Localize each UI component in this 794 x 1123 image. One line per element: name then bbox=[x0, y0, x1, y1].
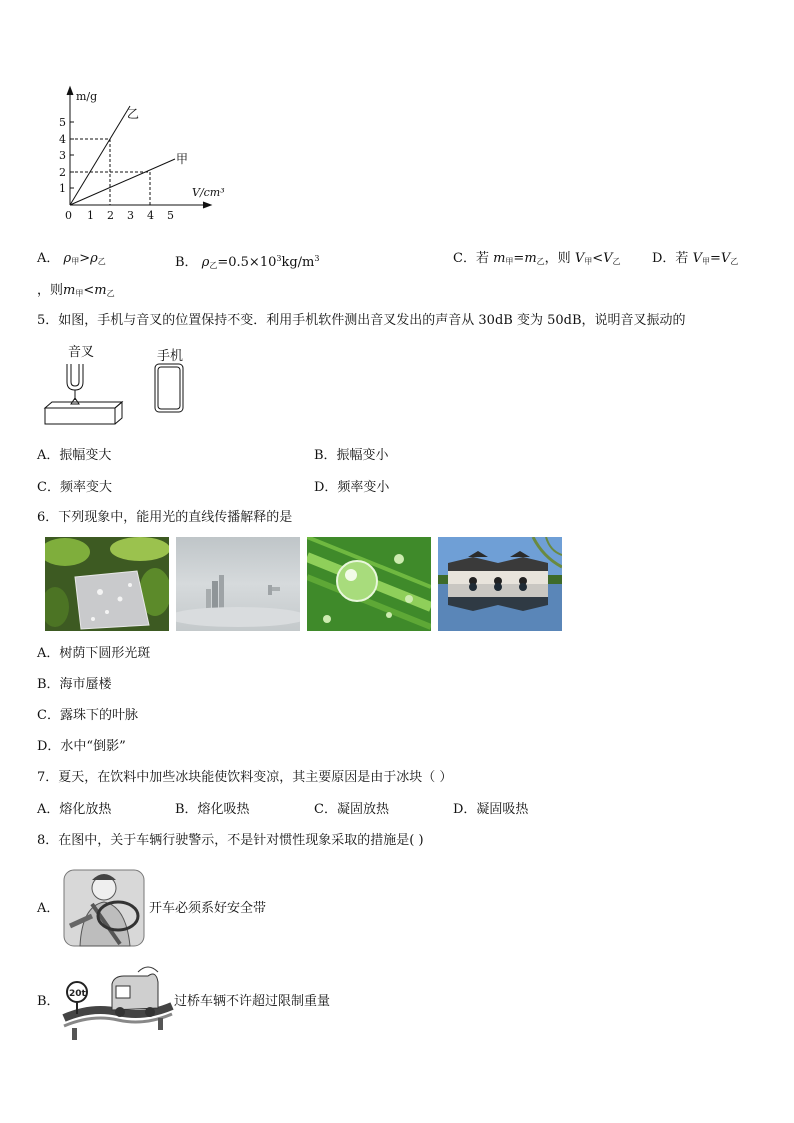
photo-water-reflection bbox=[438, 537, 562, 631]
q4-option-b: B． $\rho_乙=0.5\times 10^3kg/m^3$ bbox=[175, 254, 320, 270]
y-tick: 4 bbox=[59, 133, 66, 146]
q7-option-c: C．凝固放热 bbox=[314, 802, 389, 817]
y-tick: 5 bbox=[59, 116, 66, 129]
q6-option-b: B．海市蜃楼 bbox=[37, 677, 112, 692]
q4-option-d-continued: ，则$m_甲<m_乙$ bbox=[37, 283, 115, 298]
q8-stem: 8．在图中，关于车辆行驶警示，不是针对惯性现象采取的措施是( ) bbox=[37, 833, 424, 848]
x-tick: 4 bbox=[147, 209, 154, 222]
q6-option-d: D．水中“倒影” bbox=[37, 739, 126, 754]
q7-option-a: A．熔化放热 bbox=[37, 802, 112, 817]
x-tick: 2 bbox=[107, 209, 114, 222]
q5-option-d: D．频率变小 bbox=[314, 480, 390, 495]
q8-option-b-label: B． bbox=[37, 994, 60, 1009]
photo-tree-shade-light-spots bbox=[45, 537, 169, 631]
x-tick: 5 bbox=[167, 209, 174, 222]
q4-option-c: C．若 $m_甲=m_乙$，则 $V_甲<V_乙$ bbox=[453, 251, 621, 266]
weight-limit-sign: 20t bbox=[69, 989, 86, 999]
q8-option-a-label: A． bbox=[37, 901, 60, 916]
q6-stem: 6．下列现象中，能用光的直线传播解释的是 bbox=[37, 510, 293, 525]
q7-option-b: B．熔化吸热 bbox=[175, 802, 250, 817]
x-axis-label: V/cm³ bbox=[192, 186, 225, 199]
q4-option-d: D．若 $V_甲=V_乙$ bbox=[652, 251, 739, 266]
q8-option-a-text: 开车必须系好安全带 bbox=[149, 901, 267, 916]
q5-option-b: B．振幅变小 bbox=[314, 448, 389, 463]
x-tick: 1 bbox=[87, 209, 94, 222]
tuning-fork-phone-figure bbox=[40, 342, 200, 427]
q8-option-b-text: 过桥车辆不许超过限制重量 bbox=[174, 994, 331, 1009]
photo-mirage bbox=[176, 537, 300, 631]
q4-option-a: A． $\rho_甲>\rho_乙$ bbox=[37, 251, 106, 266]
line-jia-label: 甲 bbox=[176, 152, 189, 166]
y-tick: 2 bbox=[59, 166, 66, 179]
line-yi-label: 乙 bbox=[127, 107, 140, 121]
y-axis-label: m/g bbox=[76, 90, 98, 103]
y-tick: 1 bbox=[59, 182, 66, 195]
label-tuning-fork: 音叉 bbox=[68, 345, 95, 360]
origin-label: 0 bbox=[65, 209, 72, 222]
q5-option-a: A．振幅变大 bbox=[37, 448, 112, 463]
q5-stem: 5．如图，手机与音叉的位置保持不变．利用手机软件测出音叉发出的声音从 30dB 变为 50dB，说明音叉振动的 bbox=[37, 313, 686, 328]
label-phone: 手机 bbox=[157, 349, 184, 364]
y-tick: 3 bbox=[59, 149, 66, 162]
q7-stem: 7．夏天，在饮料中加些冰块能使饮料变凉，其主要原因是由于冰块（ ） bbox=[37, 770, 453, 785]
q7-option-d: D．凝固吸热 bbox=[453, 802, 529, 817]
x-tick: 3 bbox=[127, 209, 134, 222]
mass-volume-graph bbox=[55, 82, 230, 227]
photo-dew-drop-leaf bbox=[307, 537, 431, 631]
seatbelt-driver-illustration bbox=[62, 866, 148, 948]
q6-option-a: A．树荫下圆形光斑 bbox=[37, 646, 151, 661]
bridge-weight-limit-illustration bbox=[62, 962, 174, 1042]
q5-option-c: C．频率变大 bbox=[37, 480, 112, 495]
q6-option-c: C．露珠下的叶脉 bbox=[37, 708, 138, 723]
